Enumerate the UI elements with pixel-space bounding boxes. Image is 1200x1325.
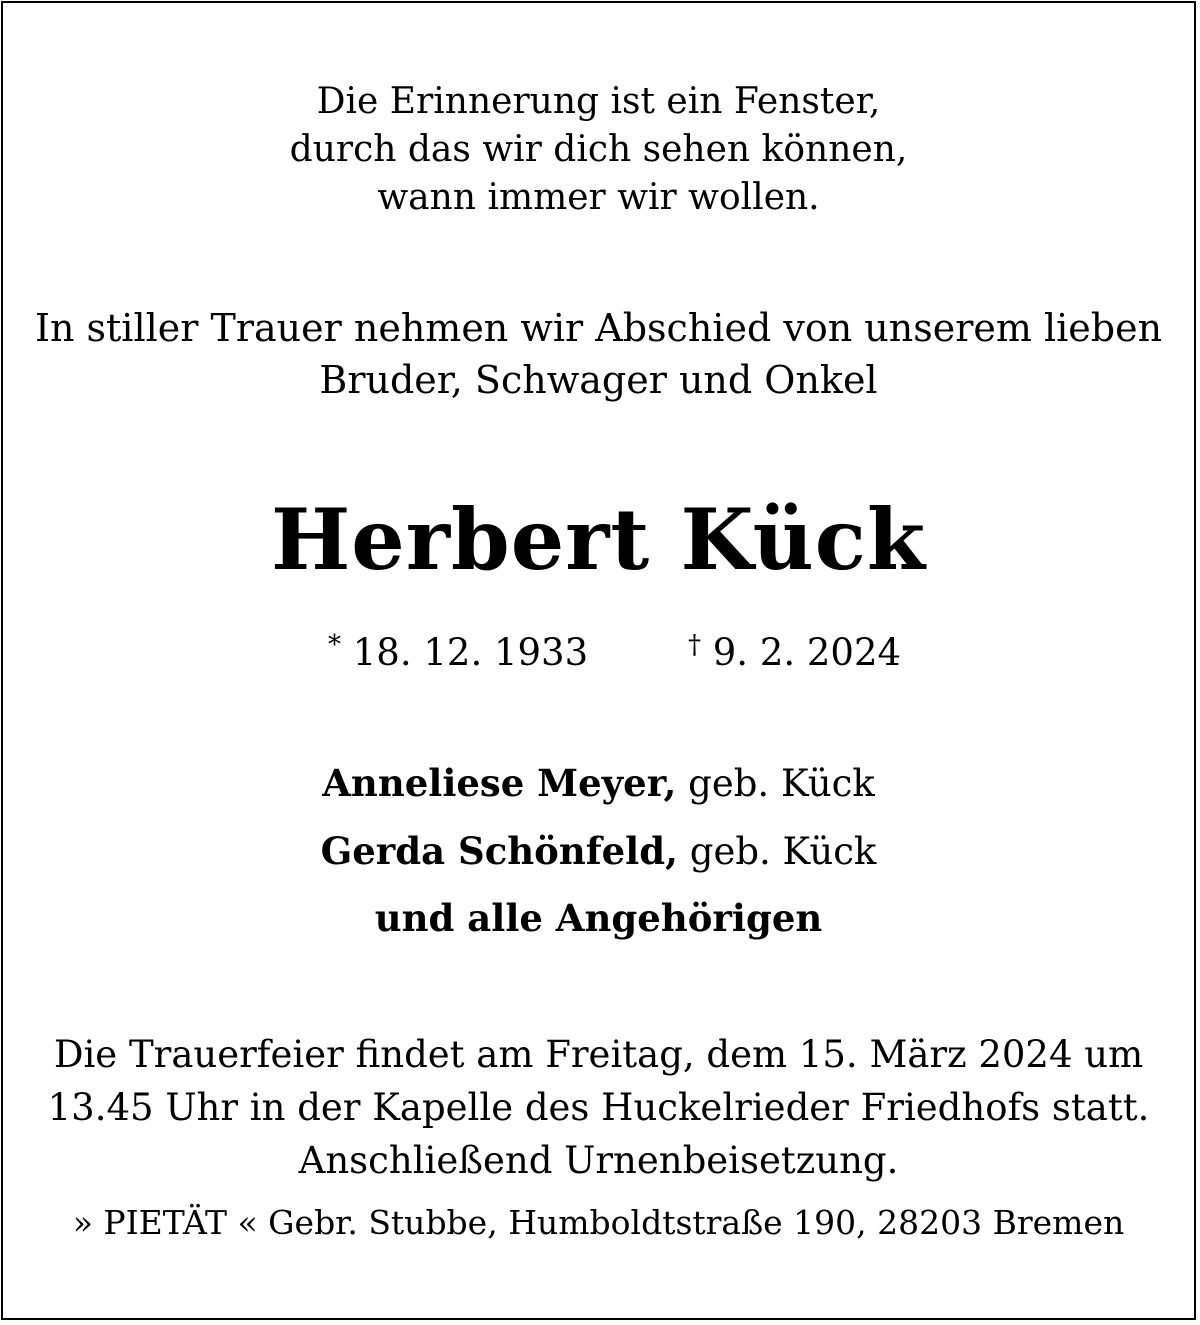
funeral-home: » PIETÄT « Gebr. Stubbe, Humboldtstraße 190, 28203 Bremen (72, 1203, 1125, 1242)
birth-date-group (328, 630, 588, 674)
service-line-1: Die Trauerfeier findet am Freitag, dem 15. März 2024 um (53, 1033, 1144, 1076)
birth-date: 18. 12. 1933 (352, 631, 589, 674)
birth-star-icon: * (328, 630, 341, 660)
deceased-name: Herbert Kück (270, 490, 927, 589)
mourner-1 (3, 761, 1194, 805)
obituary-notice (1, 1, 1196, 1320)
death-date-group (688, 630, 901, 674)
mourner-name: Anneliese Meyer, (322, 761, 677, 805)
quote-line-1: Die Erinnerung ist ein Fenster, (316, 81, 881, 122)
intro-line-2: Bruder, Schwager und Onkel (319, 358, 878, 402)
death-date: 9. 2. 2024 (712, 631, 902, 674)
service-line-2: 13.45 Uhr in der Kapelle des Huckelrieder Friedhofs statt. (47, 1086, 1150, 1129)
mourner-name: und alle Angehörigen (374, 896, 823, 940)
mourner-3 (3, 896, 1194, 940)
quote-line-2: durch das wir dich sehen können, (289, 129, 908, 170)
mourner-2 (3, 829, 1194, 873)
quote-line-3: wann immer wir wollen. (377, 177, 820, 218)
intro-line-1: In stiller Trauer nehmen wir Abschied von unserem lieben (34, 306, 1163, 350)
mourner-maiden-name: geb. Kück (676, 762, 875, 805)
mourner-name: Gerda Schönfeld, (320, 829, 678, 873)
service-line-3: Anschließend Urnenbeisetzung. (298, 1139, 899, 1182)
death-cross-icon: † (688, 630, 701, 660)
mourner-maiden-name: geb. Kück (678, 830, 877, 873)
